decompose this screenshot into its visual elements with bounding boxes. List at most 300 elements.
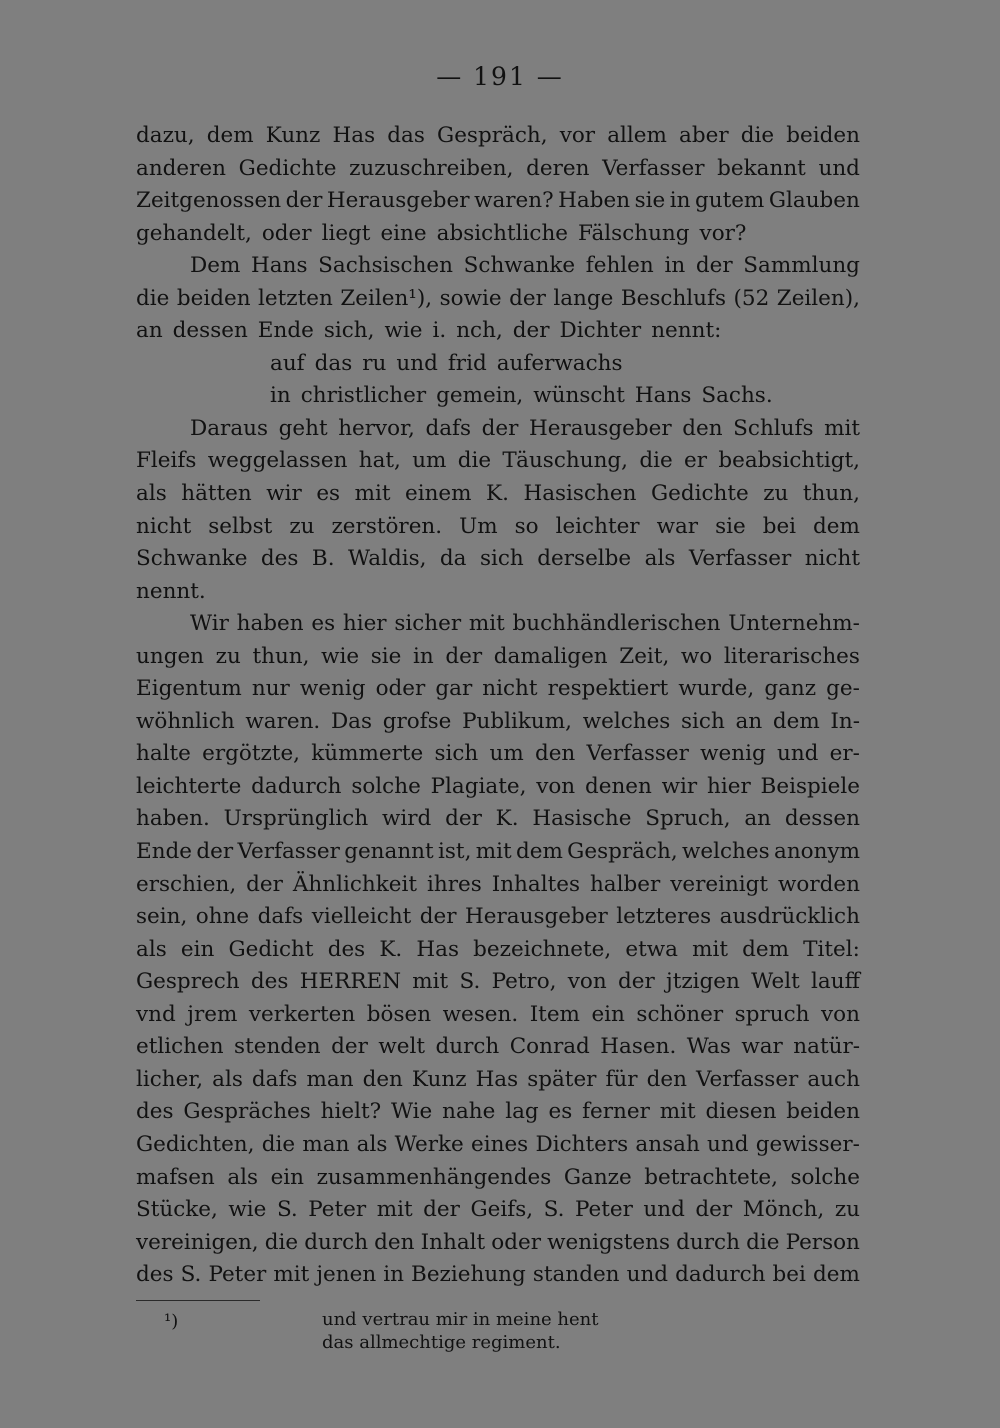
word: nicht — [804, 546, 860, 572]
word: Peter — [208, 1262, 267, 1288]
word: den — [682, 415, 723, 441]
word: ist, — [438, 839, 472, 865]
word: Wir — [190, 611, 229, 637]
word: Geifs, — [470, 1197, 534, 1223]
word: worden — [778, 871, 860, 897]
text-line — [136, 250, 860, 283]
word: gewisser- — [755, 1131, 860, 1157]
word: Was — [686, 1034, 731, 1060]
word: vor — [559, 123, 596, 148]
word: sich — [434, 741, 479, 767]
word: Beschlufs — [620, 285, 727, 311]
word: Zeilen¹), — [340, 285, 433, 311]
word: da — [439, 546, 467, 572]
word: letzten — [258, 285, 333, 311]
footnote-line: das allmechtige regiment. — [322, 1332, 561, 1353]
word: Verfasser — [602, 155, 705, 181]
text-line — [136, 1259, 860, 1292]
word: den — [534, 741, 576, 767]
text-line — [136, 348, 860, 381]
word: nch, — [456, 318, 503, 344]
text-line — [136, 1031, 860, 1064]
word: natür- — [793, 1034, 860, 1060]
word: Wie — [390, 1099, 433, 1125]
word: derselbe — [537, 546, 632, 572]
word: und — [707, 1131, 749, 1157]
word: hätten — [181, 481, 252, 507]
word: leichterte — [136, 773, 242, 799]
word: Stücke, — [136, 1197, 218, 1223]
word: hielt? — [320, 1099, 382, 1125]
text-line — [136, 445, 860, 478]
body-text — [136, 120, 860, 1292]
word: lauff — [811, 969, 860, 995]
word: die — [264, 1229, 299, 1255]
word: nahe — [442, 1099, 496, 1125]
word: bei — [762, 513, 797, 539]
text-line — [136, 673, 860, 706]
word: Schlufs — [733, 415, 814, 441]
word: diesen — [705, 1099, 777, 1125]
word: als — [227, 1164, 259, 1190]
word: liegt — [321, 220, 371, 246]
text-line — [136, 218, 860, 251]
word: gemein, — [436, 383, 524, 409]
word: Daraus — [190, 415, 269, 441]
word: bei — [772, 1262, 806, 1288]
word: K. — [495, 806, 519, 832]
word: Peter — [308, 1197, 367, 1223]
word: K. — [486, 481, 509, 507]
word: denen — [584, 773, 652, 799]
word: welt — [378, 1034, 425, 1060]
word: dessen — [172, 318, 248, 344]
word: beiden — [176, 285, 251, 311]
text-line — [136, 641, 860, 674]
word: Verfasser — [586, 741, 689, 767]
word: waren. — [245, 708, 321, 734]
word: bösen — [366, 1001, 432, 1027]
word: wie — [228, 1197, 267, 1223]
word: Inhaltes — [491, 871, 580, 897]
word: der — [331, 1034, 368, 1060]
word: HERREN — [299, 969, 402, 995]
word: wöhnlich — [136, 708, 235, 734]
word: es — [311, 611, 336, 637]
word: Dichter — [559, 318, 642, 344]
word: geht — [278, 415, 328, 441]
word: Gespräch, — [437, 123, 548, 148]
word: lag — [505, 1099, 539, 1125]
word: hervor, — [338, 415, 415, 441]
word: Das — [330, 708, 373, 734]
word: S. — [459, 969, 481, 995]
word: erschien, — [136, 871, 237, 897]
word: dem — [812, 1262, 860, 1288]
word: mit — [468, 611, 505, 637]
word: für — [605, 1066, 638, 1092]
word: in — [270, 383, 291, 409]
word: dadurch — [251, 773, 342, 799]
word: Herausgeber — [465, 904, 608, 930]
word: Täuschung, — [502, 448, 629, 474]
word: sich — [681, 708, 725, 734]
word: Welt — [751, 969, 800, 995]
word: absichtliche — [436, 220, 569, 246]
word: vnd — [136, 1001, 176, 1027]
word: thun, — [802, 481, 860, 507]
word: und — [626, 1262, 669, 1288]
word: das — [314, 350, 353, 376]
text-line — [136, 283, 860, 316]
word: war — [741, 1034, 783, 1060]
word: frid — [447, 350, 487, 376]
word: jrem — [187, 1001, 238, 1027]
word: an — [735, 708, 763, 734]
word: der — [445, 643, 483, 669]
word: Gedichte — [650, 481, 749, 507]
word: Sachsischen — [318, 253, 453, 279]
word: Hasische — [532, 806, 632, 832]
word: allem — [607, 123, 667, 148]
word: man — [306, 1066, 354, 1092]
word: respektiert — [547, 676, 669, 702]
word: fehlen — [585, 253, 654, 279]
word: haben — [236, 611, 304, 637]
word: wesen. — [442, 1001, 519, 1027]
word: von — [567, 969, 607, 995]
word: eines — [471, 1131, 529, 1157]
word: in — [413, 643, 434, 669]
text-line — [136, 543, 860, 576]
word: K. — [379, 936, 403, 962]
word: nennt. — [136, 578, 206, 604]
word: grofse — [382, 708, 452, 734]
word: vor? — [699, 220, 747, 246]
word: des — [260, 546, 299, 572]
word: Fleifs — [136, 448, 197, 474]
word: i. — [432, 318, 447, 344]
word: der — [617, 969, 655, 995]
word: Gesprech — [136, 969, 240, 995]
word: später — [527, 1066, 597, 1092]
word: wo — [680, 643, 713, 669]
word: oder — [375, 676, 426, 702]
word: gar — [435, 676, 473, 702]
word: Person — [785, 1229, 860, 1255]
word: der — [285, 188, 323, 214]
word: spruch — [734, 1001, 810, 1027]
word: Kunz — [411, 1066, 467, 1092]
word: dem — [206, 123, 254, 148]
word: solche — [790, 1164, 860, 1190]
word: Spruch, — [645, 806, 731, 832]
word: der — [512, 318, 550, 344]
word: ge- — [826, 676, 860, 702]
text-line — [136, 120, 860, 153]
word: Glauben — [768, 188, 860, 214]
word: Schwanke — [136, 546, 248, 572]
text-line — [136, 511, 860, 544]
word: Gedichten, — [136, 1131, 255, 1157]
word: Titel: — [803, 936, 860, 962]
word: Verfasser — [695, 1066, 799, 1092]
text-line — [136, 1096, 860, 1129]
text-line — [136, 771, 860, 804]
word: die — [740, 123, 775, 148]
word: den — [646, 1066, 687, 1092]
text-line — [136, 738, 860, 771]
text-line — [136, 185, 860, 218]
word: wenig — [700, 741, 766, 767]
word: an — [136, 318, 163, 344]
word: B. — [311, 546, 335, 572]
word: in — [669, 188, 691, 214]
word: Ende — [136, 839, 193, 865]
word: Verfasser — [688, 546, 792, 572]
word: Hans — [634, 383, 692, 409]
word: der — [695, 253, 733, 279]
text-line — [136, 836, 860, 869]
word: gehandelt, — [136, 220, 252, 246]
word: der — [423, 1197, 460, 1223]
word: (52 — [733, 285, 770, 311]
word: Beispiele — [760, 773, 860, 799]
word: Fälschung — [578, 220, 690, 246]
word: des — [250, 969, 289, 995]
word: wünscht — [533, 383, 625, 409]
word: ungen — [136, 643, 205, 669]
word: Inhalt — [420, 1229, 486, 1255]
word: ohne — [195, 904, 250, 930]
word: buchhändlerischen — [512, 611, 721, 637]
word: lange — [553, 285, 614, 311]
word: dafs — [425, 415, 472, 441]
word: sowie — [439, 285, 502, 311]
word: Waldis, — [348, 546, 427, 572]
word: als — [136, 481, 167, 507]
word: Zeit, — [619, 643, 670, 669]
word: Werke — [394, 1131, 464, 1157]
text-line — [136, 1162, 860, 1195]
word: die — [746, 1229, 780, 1255]
word: des — [136, 1262, 174, 1288]
text-line — [136, 934, 860, 967]
word: Um — [459, 513, 498, 539]
word: Unternehm- — [728, 611, 860, 637]
word: war — [656, 513, 699, 539]
word: Eigentum — [136, 676, 242, 702]
word: deren — [526, 155, 590, 181]
word: Has — [475, 1066, 519, 1092]
word: um — [412, 448, 447, 474]
word: ergötzte, — [202, 741, 300, 767]
word: und — [396, 350, 438, 376]
word: dadurch — [675, 1262, 766, 1288]
word: ein — [180, 936, 215, 962]
word: der — [445, 806, 482, 832]
word: ganz — [764, 676, 817, 702]
word: Gedichte — [238, 155, 337, 181]
word: dafs — [257, 904, 304, 930]
text-line — [136, 1227, 860, 1260]
text-line — [136, 901, 860, 934]
word: sicher — [394, 611, 462, 637]
text-line — [136, 413, 860, 446]
word: Sammlung — [743, 253, 860, 279]
word: an — [744, 806, 772, 832]
word: mit — [376, 1197, 413, 1223]
word: dem — [772, 708, 820, 734]
word: haben. — [136, 806, 210, 832]
word: welches — [682, 839, 770, 865]
word: die — [136, 285, 170, 311]
word: hat, — [358, 448, 401, 474]
word: und — [818, 155, 860, 181]
word: Zeitgenossen — [136, 188, 282, 214]
word: beiden — [786, 1099, 860, 1125]
word: halber — [589, 871, 661, 897]
word: kümmerte — [311, 741, 424, 767]
text-line — [136, 1194, 860, 1227]
word: welches — [582, 708, 671, 734]
word: Has — [332, 123, 376, 148]
word: genannt — [344, 839, 434, 865]
word: anderen — [136, 155, 226, 181]
word: Petro, — [491, 969, 557, 995]
word: oder — [261, 220, 312, 246]
word: Schwanke — [463, 253, 576, 279]
word: eine — [380, 220, 427, 246]
word: thun, — [252, 643, 310, 669]
word: Hasischen — [523, 481, 637, 507]
word: aber — [679, 123, 729, 148]
word: Gespräch, — [567, 839, 678, 865]
word: als — [212, 1066, 243, 1092]
text-line — [136, 478, 860, 511]
word: der — [481, 415, 519, 441]
word: weggelassen — [207, 448, 348, 474]
word: hier — [342, 611, 387, 637]
word: Verfasser — [237, 839, 340, 865]
footnote-line: und vertrau mir in meine hent — [322, 1309, 599, 1330]
text-line — [136, 576, 860, 609]
word: gutem — [694, 188, 765, 214]
text-line — [136, 380, 860, 413]
word: in — [383, 1262, 404, 1288]
text-line — [136, 966, 860, 999]
word: mit — [824, 415, 860, 441]
word: ein — [591, 1001, 625, 1027]
word: Mönch, — [742, 1197, 825, 1223]
word: halte — [136, 741, 191, 767]
word: nicht — [482, 676, 538, 702]
word: beiden — [786, 123, 860, 148]
word: vereinigt — [670, 871, 769, 897]
word: als — [136, 936, 167, 962]
word: Zeilen), — [776, 285, 860, 311]
word: Dem — [190, 253, 241, 279]
word: wurde, — [678, 676, 755, 702]
word: wie — [384, 318, 423, 344]
word: Herausgeber — [326, 188, 470, 214]
word: der — [196, 839, 234, 865]
word: verkerten — [248, 1001, 356, 1027]
word: wird — [381, 806, 432, 832]
word: mit — [412, 969, 449, 995]
word: es — [316, 481, 341, 507]
word: nennt: — [651, 318, 722, 344]
word: den — [374, 1229, 415, 1255]
word: auch — [807, 1066, 860, 1092]
word: wenigstens — [547, 1229, 671, 1255]
word: beabsichtigt, — [718, 448, 860, 474]
word: ein — [270, 1164, 305, 1190]
word: hier — [707, 773, 751, 799]
word: vielleicht — [311, 904, 412, 930]
word: literarisches — [723, 643, 860, 669]
word: durch — [435, 1034, 500, 1060]
word: ausdrücklich — [719, 904, 860, 930]
word: S. — [276, 1197, 298, 1223]
word: des — [327, 936, 366, 962]
text-line — [136, 153, 860, 186]
word: vereinigen, — [136, 1229, 259, 1255]
word: man — [302, 1131, 350, 1157]
word: mit — [354, 481, 391, 507]
word: die — [261, 1131, 296, 1157]
word: er- — [829, 741, 860, 767]
word: von — [820, 1001, 860, 1027]
word: Ganze — [563, 1164, 632, 1190]
word: Publikum, — [462, 708, 573, 734]
word: jenen — [316, 1262, 377, 1288]
word: bekannt — [717, 155, 806, 181]
word: so — [514, 513, 539, 539]
text-line — [136, 1129, 860, 1162]
page-number: — 191 — — [436, 62, 564, 91]
word: sie — [715, 513, 746, 539]
word: Herausgeber — [528, 415, 672, 441]
word: dessen — [784, 806, 860, 832]
word: mit — [692, 936, 729, 962]
word: dafs — [251, 1066, 298, 1092]
word: waren? — [474, 188, 554, 214]
word: S. — [180, 1262, 202, 1288]
word: auferwachs — [496, 350, 623, 376]
text-line — [136, 803, 860, 836]
word: letzteres — [616, 904, 712, 930]
word: Beziehung — [411, 1262, 526, 1288]
word: dem — [742, 936, 790, 962]
word: und — [776, 741, 819, 767]
word: Hans — [251, 253, 308, 279]
word: Haben — [558, 188, 631, 214]
word: mit — [659, 1099, 696, 1125]
word: er — [684, 448, 708, 474]
text-line — [136, 999, 860, 1032]
word: sich — [479, 546, 524, 572]
word: zu — [834, 1197, 860, 1223]
word: wie — [321, 643, 360, 669]
word: Has — [416, 936, 460, 962]
word: das — [387, 123, 425, 148]
word: licher, — [136, 1066, 204, 1092]
word: christlicher — [300, 383, 427, 409]
word: dem — [515, 839, 563, 865]
word: Plagiate, — [430, 773, 527, 799]
word: in — [664, 253, 686, 279]
